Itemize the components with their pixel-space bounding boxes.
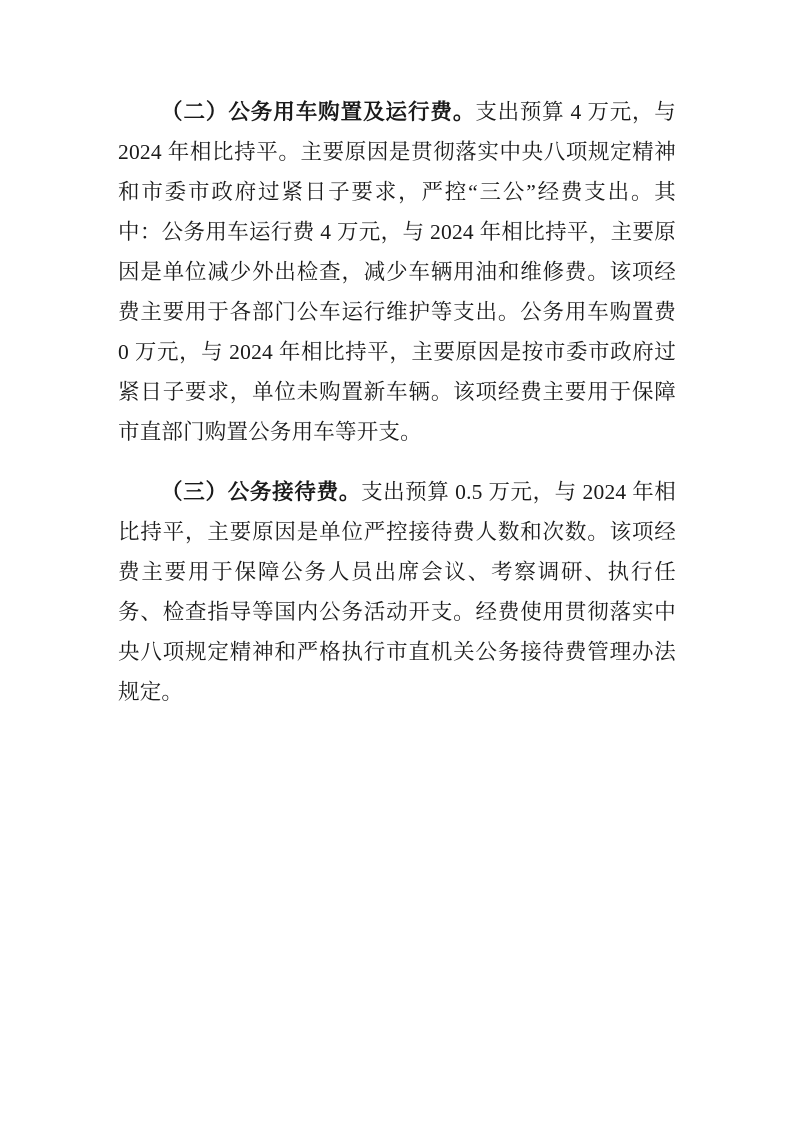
paragraph-heading-hospitality: （三）公务接待费。 (161, 480, 362, 504)
paragraph-hospitality-expense (118, 472, 676, 712)
paragraph-text-vehicle: 支出预算 4 万元，与 2024 年相比持平。主要原因是贯彻落实中央八项规定精神和市委市政府过紧日子要求，严控“三公”经费支出。其中：公务用车运行费 4 万元，与 2024 年相比持平，主要原因是单位减少外出检查，减少车辆用油和维修费。该项经费主要用于各部门公车运行维护等支出。公务用车购置费 0 万元，与 2024 年相比持平，主要原因是按市委市政府过紧日子要求，单位未购置新车辆。该项经费主要用于保障市直部门购置公务用车等开支。 (118, 100, 676, 444)
paragraph-heading-vehicle: （二）公务用车购置及运行费。 (161, 100, 476, 124)
paragraph-vehicle-expense (118, 92, 676, 452)
paragraph-text-hospitality: 支出预算 0.5 万元，与 2024 年相比持平，主要原因是单位严控接待费人数和次数。该项经费主要用于保障公务人员出席会议、考察调研、执行任务、检查指导等国内公务活动开支。经费使用贯彻落实中央八项规定精神和严格执行市直机关公务接待费管理办法规定。 (118, 480, 676, 704)
document-body (118, 92, 676, 718)
